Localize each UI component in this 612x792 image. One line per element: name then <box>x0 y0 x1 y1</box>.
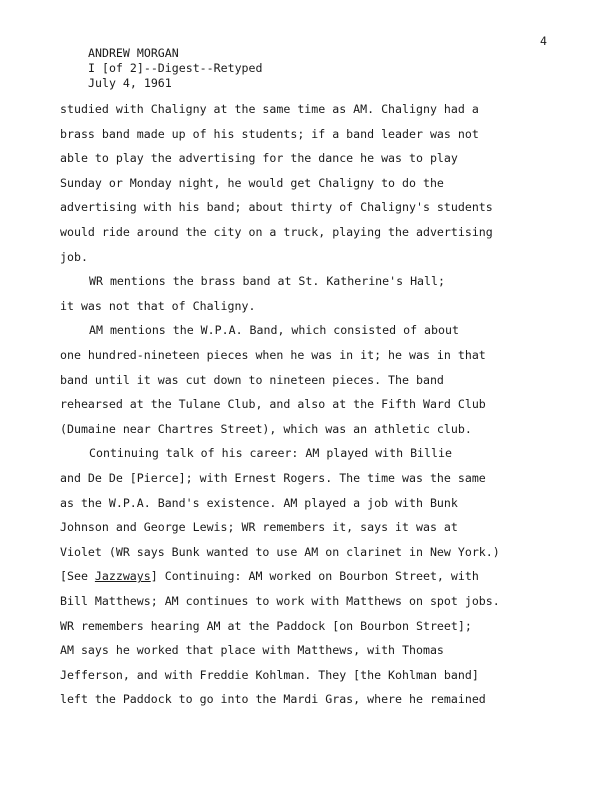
text-line: Bill Matthews; AM continues to work with Matthews on spot jobs. <box>60 594 500 608</box>
text-line: it was not that of Chaligny. <box>60 298 256 313</box>
text-line: AM says he worked that place with Matthews, with Thomas <box>60 643 444 658</box>
text-line <box>60 568 479 584</box>
underlined-title: Jazzways <box>94 569 151 584</box>
text-line: able to play the advertising for the dance he was to play <box>60 151 458 166</box>
text-line: rehearsed at the Tulane Club, and also at the Fifth Ward Club <box>60 397 486 412</box>
text-line: Continuing talk of his career: AM played with Billie <box>89 446 452 461</box>
text-line: would ride around the city on a truck, playing the advertising <box>60 225 493 239</box>
page-number: 4 <box>540 34 547 48</box>
text-line: Violet (WR says Bunk wanted to use AM on clarinet in New York.) <box>60 544 500 559</box>
text-line: job. <box>60 249 88 264</box>
text-line: AM mentions the W.P.A. Band, which consisted of about <box>89 323 459 338</box>
header-date: July 4, 1961 <box>88 76 172 90</box>
text-line: Johnson and George Lewis; WR remembers it, says it was at <box>60 520 458 535</box>
text-line: studied with Chaligny at the same time as AM. Chaligny had a <box>60 102 479 116</box>
text-line: WR remembers hearing AM at the Paddock [on Bourbon Street]; <box>60 618 472 633</box>
header-part: I [of 2]--Digest--Retyped <box>88 61 263 75</box>
text-line: (Dumaine near Chartres Street), which was an athletic club. <box>60 421 472 436</box>
header-name: ANDREW MORGAN <box>88 46 179 60</box>
text-line: band until it was cut down to nineteen pieces. The band <box>60 372 444 387</box>
text-line: WR mentions the brass band at St. Katherine's Hall; <box>89 274 445 289</box>
text-line: as the W.P.A. Band's existence. AM played a job with Bunk <box>60 495 458 510</box>
text-line: left the Paddock to go into the Mardi Gras, where he remained <box>60 692 486 707</box>
text-line: advertising with his band; about thirty of Chaligny's students <box>60 200 493 215</box>
text-line: Jefferson, and with Freddie Kohlman. They [the Kohlman band] <box>60 667 479 682</box>
document-header <box>88 46 263 91</box>
text-line: Sunday or Monday night, he would get Chaligny to do the <box>60 175 444 190</box>
text-line: and De De [Pierce]; with Ernest Rogers. The time was the same <box>60 471 486 485</box>
text-line: one hundred-nineteen pieces when he was in it; he was in that <box>60 348 486 362</box>
text-segment: [See <box>60 569 95 584</box>
text-line: brass band made up of his students; if a band leader was not <box>60 126 479 141</box>
text-segment: ] Continuing: AM worked on Bourbon Street, with <box>150 569 479 584</box>
